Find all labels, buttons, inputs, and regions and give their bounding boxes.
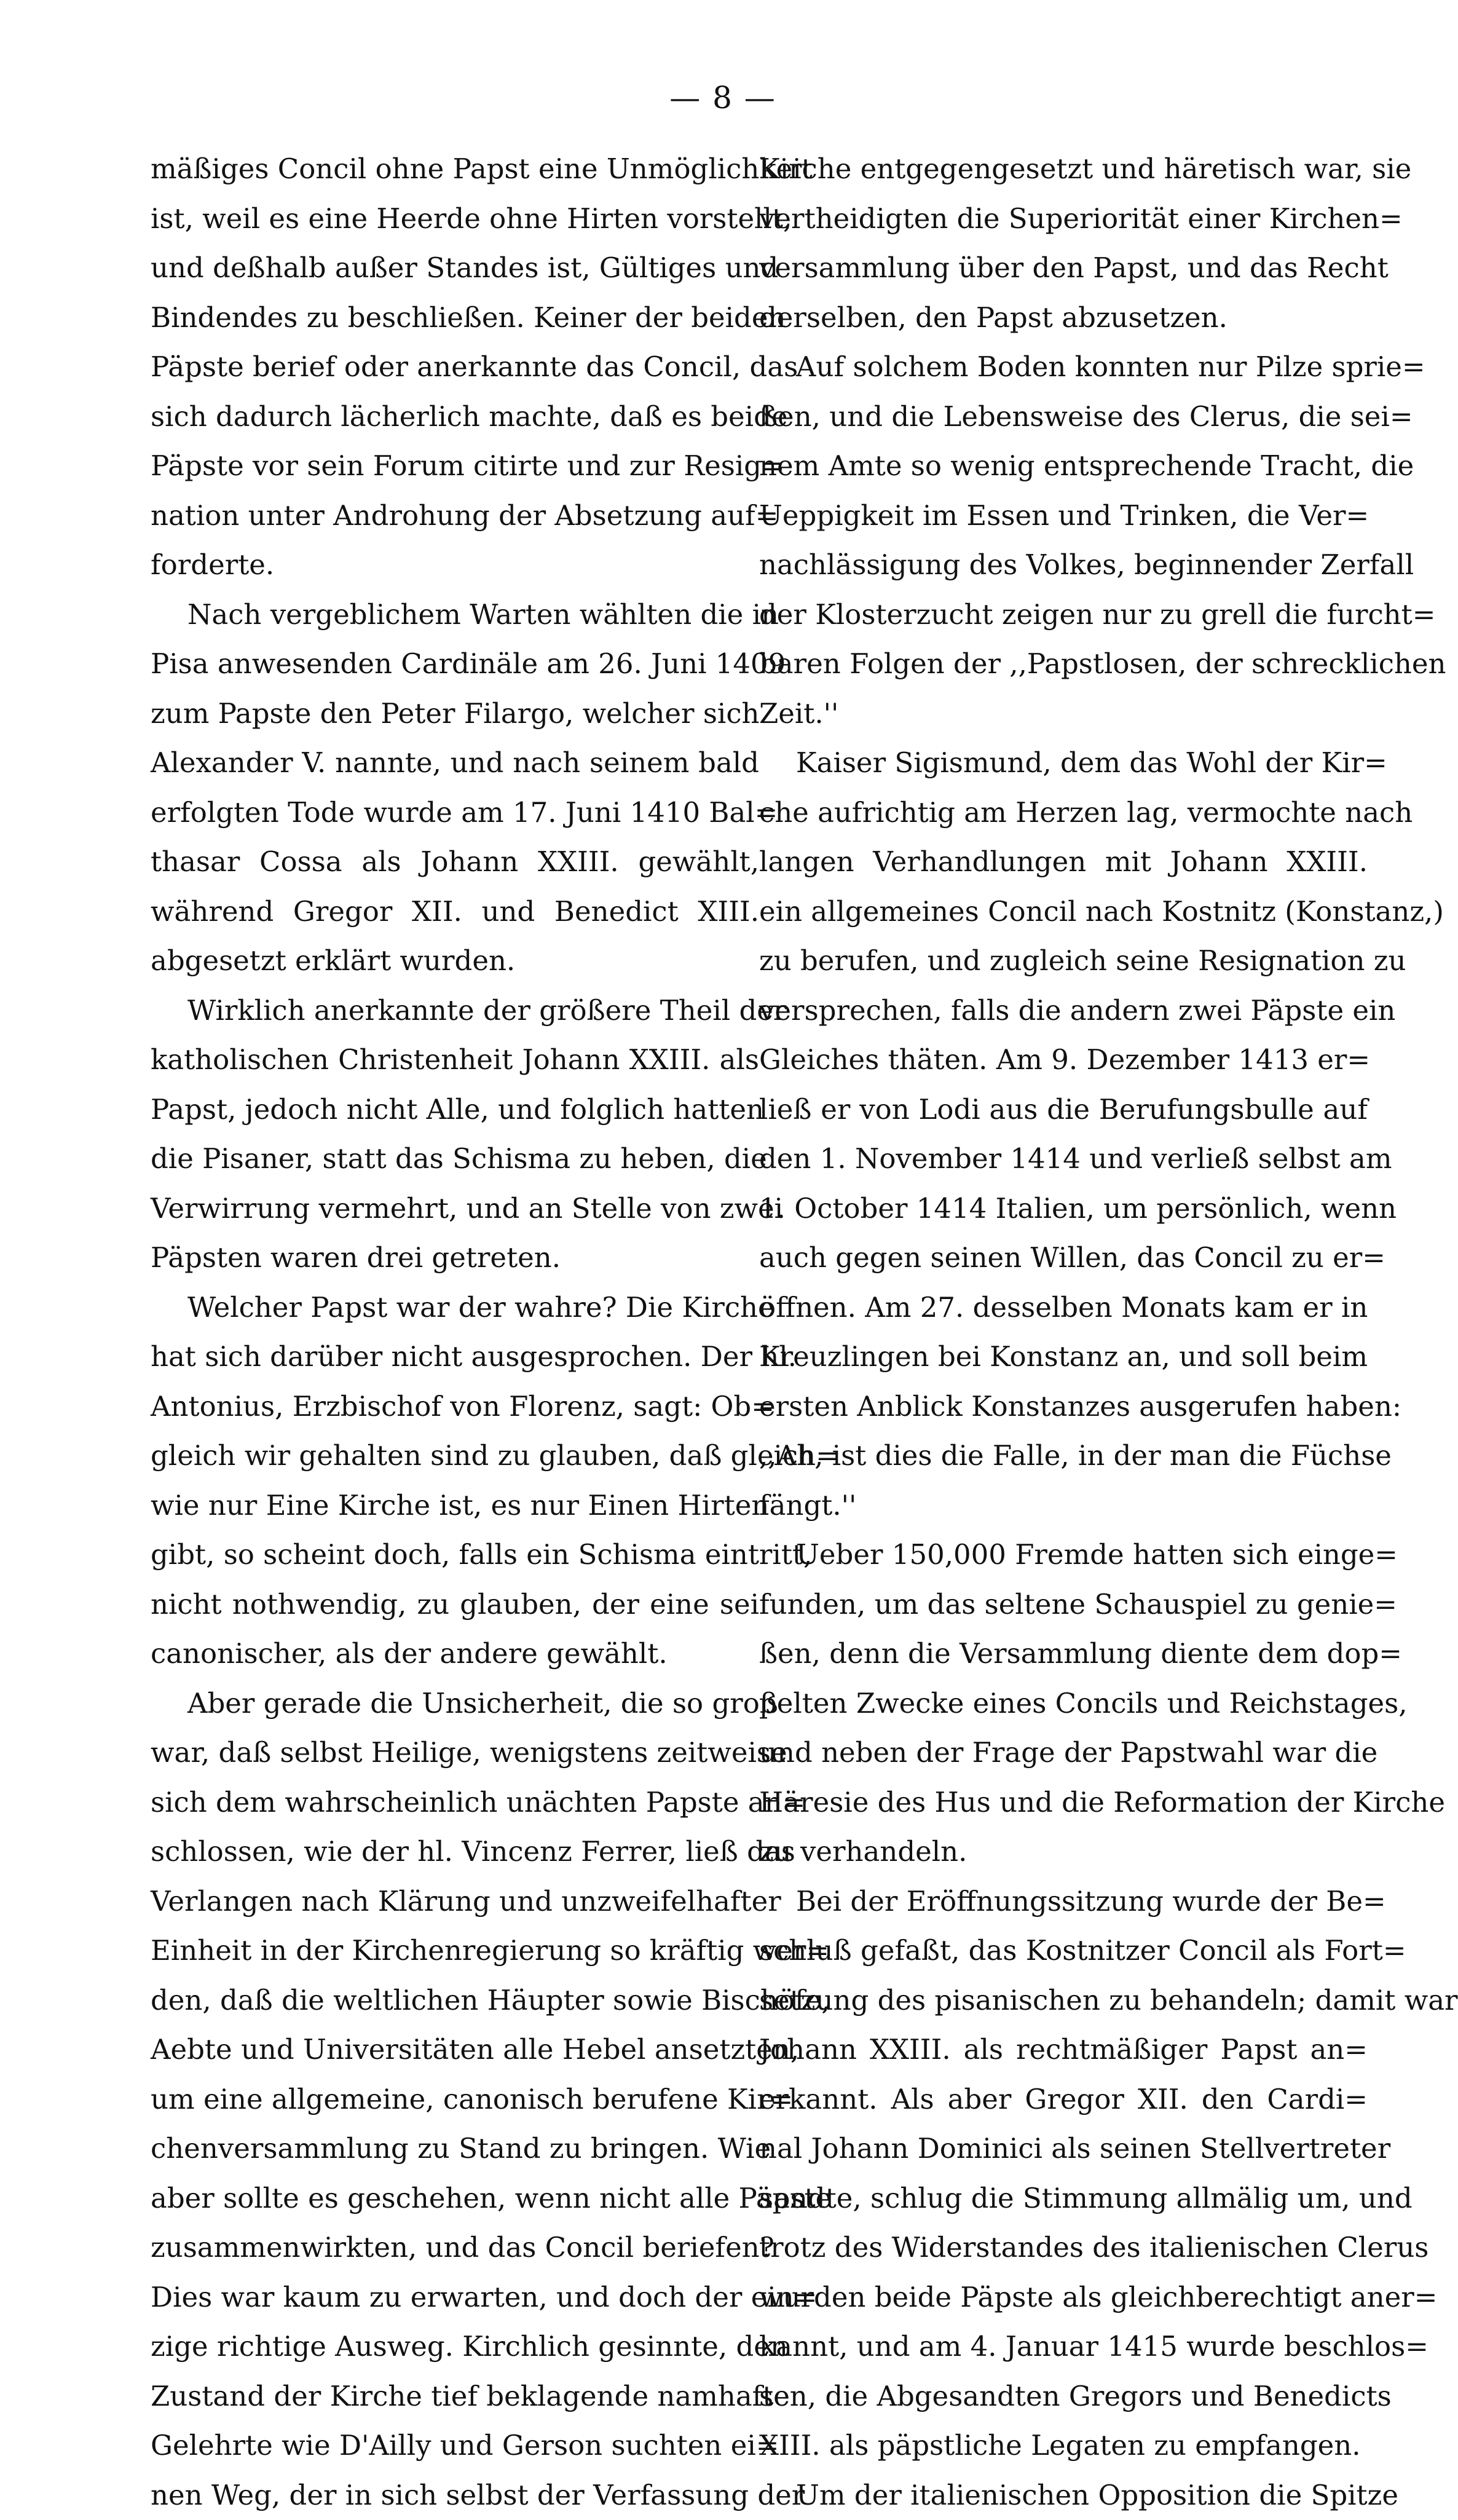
text-line: Päpsten waren drei getreten. <box>151 1233 759 1283</box>
text-line: Aber gerade die Unsicherheit, die so groß <box>151 1679 759 1729</box>
text-line: Häresie des Hus und die Reformation der Kirche <box>759 1778 1368 1828</box>
text-line: ein allgemeines Concil nach Kostnitz (Konstanz,) <box>759 887 1368 937</box>
text-line: ersten Anblick Konstanzes ausgerufen haben: <box>759 1382 1368 1432</box>
text-line: zu berufen, und zugleich seine Resignation zu <box>759 936 1368 986</box>
text-line: Verlangen nach Klärung und unzweifelhafter <box>151 1877 759 1927</box>
text-line: zusammenwirkten, und das Concil beriefen? <box>151 2223 759 2273</box>
text-line: Pisa anwesenden Cardinäle am 26. Juni 1409 <box>151 639 759 689</box>
text-line: versprechen, falls die andern zwei Päpste ein <box>759 986 1368 1036</box>
text-line: derselben, den Papst abzusetzen. <box>759 293 1368 343</box>
text-line: zum Papste den Peter Filargo, welcher sich <box>151 689 759 739</box>
text-line: Päpste berief oder anerkannte das Concil, das <box>151 342 759 392</box>
text-line: gibt, so scheint doch, falls ein Schisma eintritt, <box>151 1530 759 1580</box>
text-line: Päpste vor sein Forum citirte und zur Resig= <box>151 441 759 491</box>
text-line: gleich wir gehalten sind zu glauben, daß gleich= <box>151 1431 759 1481</box>
text-line: schluß gefaßt, das Kostnitzer Concil als Fort= <box>759 1926 1368 1976</box>
text-line: Verwirrung vermehrt, und an Stelle von zwei <box>151 1184 759 1234</box>
text-line: chenversammlung zu Stand zu bringen. Wie <box>151 2124 759 2174</box>
text-line: Zustand der Kirche tief beklagende namhafte <box>151 2372 759 2422</box>
text-line: che aufrichtig am Herzen lag, vermochte nach <box>759 788 1368 838</box>
text-line: Gleiches thäten. Am 9. Dezember 1413 er= <box>759 1035 1368 1085</box>
text-line: Welcher Papst war der wahre? Die Kirche <box>151 1283 759 1333</box>
text-line: Wirklich anerkannte der größere Theil der <box>151 986 759 1036</box>
text-line: öffnen. Am 27. desselben Monats kam er in <box>759 1283 1368 1333</box>
text-line: vertheidigten die Superiorität einer Kirchen= <box>759 194 1368 244</box>
text-line: pelten Zwecke eines Concils und Reichstages, <box>759 1679 1368 1729</box>
text-line: Gelehrte wie D'Ailly und Gerson suchten ei= <box>151 2421 759 2471</box>
text-line: Alexander V. nannte, und nach seinem bald <box>151 738 759 788</box>
text-line: nen Weg, der in sich selbst der Verfassung der <box>151 2471 759 2520</box>
text-line: nem Amte so wenig entsprechende Tracht, die <box>759 441 1368 491</box>
text-line: nation unter Androhung der Absetzung auf= <box>151 491 759 541</box>
text-line: Kreuzlingen bei Konstanz an, und soll beim <box>759 1332 1368 1382</box>
text-line: Bindendes zu beschließen. Keiner der beiden <box>151 293 759 343</box>
text-line: katholischen Christenheit Johann XXIII. als <box>151 1035 759 1085</box>
text-line: versammlung über den Papst, und das Recht <box>759 243 1368 293</box>
text-line: Papst, jedoch nicht Alle, und folglich hatten <box>151 1085 759 1135</box>
text-line: Um der italienischen Opposition die Spitze <box>759 2471 1368 2520</box>
text-line: mäßiges Concil ohne Papst eine Unmöglichkeit <box>151 144 759 194</box>
text-line: Zeit.'' <box>759 689 1368 739</box>
text-line: nal Johann Dominici als seinen Stellvertreter <box>759 2124 1368 2174</box>
text-line: sandte, schlug die Stimmung allmälig um, und <box>759 2174 1368 2224</box>
text-line: Johann XXIII. als rechtmäßiger Papst an= <box>759 2025 1368 2075</box>
text-line: nachlässigung des Volkes, beginnender Zerfall <box>759 540 1368 590</box>
text-line: zige richtige Ausweg. Kirchlich gesinnte, den <box>151 2322 759 2372</box>
text-line: fängt.'' <box>759 1481 1368 1531</box>
text-line: trotz des Widerstandes des italienischen Clerus <box>759 2223 1368 2273</box>
text-line: Antonius, Erzbischof von Florenz, sagt: Ob= <box>151 1382 759 1432</box>
text-line: setzung des pisanischen zu behandeln; damit war <box>759 1976 1368 2026</box>
text-line: erfolgten Tode wurde am 17. Juni 1410 Bal= <box>151 788 759 838</box>
text-line: canonischer, als der andere gewählt. <box>151 1629 759 1679</box>
text-line: Kaiser Sigismund, dem das Wohl der Kir= <box>759 738 1368 788</box>
text-line: Auf solchem Boden konnten nur Pilze sprie= <box>759 342 1368 392</box>
text-line: den 1. November 1414 und verließ selbst am <box>759 1134 1368 1184</box>
text-line: langen Verhandlungen mit Johann XXIII. <box>759 837 1368 887</box>
text-line: um eine allgemeine, canonisch berufene Kir= <box>151 2075 759 2125</box>
text-line: zu verhandeln. <box>759 1827 1368 1877</box>
text-line: sen, die Abgesandten Gregors und Benedicts <box>759 2372 1368 2422</box>
text-line: Aebte und Universitäten alle Hebel ansetzten, <box>151 2025 759 2075</box>
text-line: sich dem wahrscheinlich unächten Papste an= <box>151 1778 759 1828</box>
text-line: und neben der Frage der Papstwahl war die <box>759 1728 1368 1778</box>
text-line: forderte. <box>151 540 759 590</box>
text-line: Kirche entgegengesetzt und häretisch war, sie <box>759 144 1368 194</box>
text-line: Ueber 150,000 Fremde hatten sich einge= <box>759 1530 1368 1580</box>
text-line: den, daß die weltlichen Häupter sowie Bischöfe, <box>151 1976 759 2026</box>
text-line: ßen, denn die Versammlung diente dem dop= <box>759 1629 1368 1679</box>
text-line: ßen, und die Lebensweise des Clerus, die sei= <box>759 392 1368 442</box>
text-line: der Klosterzucht zeigen nur zu grell die furcht= <box>759 590 1368 640</box>
text-line: Bei der Eröffnungssitzung wurde der Be= <box>759 1877 1368 1927</box>
text-line: sich dadurch lächerlich machte, daß es beide <box>151 392 759 442</box>
text-line: thasar Cossa als Johann XXIII. gewählt, <box>151 837 759 887</box>
right-text-column <box>759 144 1368 2520</box>
text-line: wurden beide Päpste als gleichberechtigt aner= <box>759 2273 1368 2323</box>
text-line: hat sich darüber nicht ausgesprochen. Der hl. <box>151 1332 759 1382</box>
text-line: nicht nothwendig, zu glauben, der eine sei <box>151 1580 759 1630</box>
text-line: wie nur Eine Kirche ist, es nur Einen Hirten <box>151 1481 759 1531</box>
text-line: war, daß selbst Heilige, wenigstens zeitweise <box>151 1728 759 1778</box>
text-line: kannt, und am 4. Januar 1415 wurde beschlos= <box>759 2322 1368 2372</box>
page-number: — 8 — <box>0 80 1446 116</box>
text-line: XIII. als päpstliche Legaten zu empfangen. <box>759 2421 1368 2471</box>
text-line: ließ er von Lodi aus die Berufungsbulle auf <box>759 1085 1368 1135</box>
text-line: erkannt. Als aber Gregor XII. den Cardi= <box>759 2075 1368 2125</box>
left-text-column <box>151 144 759 2520</box>
text-line: 1. October 1414 Italien, um persönlich, wenn <box>759 1184 1368 1234</box>
text-line: ,,Ah, ist dies die Falle, in der man die Füchse <box>759 1431 1368 1481</box>
text-line: Dies war kaum zu erwarten, und doch der ein= <box>151 2273 759 2323</box>
text-line: und deßhalb außer Standes ist, Gültiges und <box>151 243 759 293</box>
text-line: Einheit in der Kirchenregierung so kräftig wer= <box>151 1926 759 1976</box>
text-line: die Pisaner, statt das Schisma zu heben, die <box>151 1134 759 1184</box>
text-line: auch gegen seinen Willen, das Concil zu er= <box>759 1233 1368 1283</box>
text-line: Ueppigkeit im Essen und Trinken, die Ver= <box>759 491 1368 541</box>
text-line: schlossen, wie der hl. Vincenz Ferrer, ließ das <box>151 1827 759 1877</box>
text-line: baren Folgen der ,,Papstlosen, der schrecklichen <box>759 639 1368 689</box>
text-line: abgesetzt erklärt wurden. <box>151 936 759 986</box>
text-line: Nach vergeblichem Warten wählten die in <box>151 590 759 640</box>
text-line: funden, um das seltene Schauspiel zu genie= <box>759 1580 1368 1630</box>
text-line: aber sollte es geschehen, wenn nicht alle Päpste <box>151 2174 759 2224</box>
text-line: während Gregor XII. und Benedict XIII. <box>151 887 759 937</box>
text-line: ist, weil es eine Heerde ohne Hirten vorstellt, <box>151 194 759 244</box>
